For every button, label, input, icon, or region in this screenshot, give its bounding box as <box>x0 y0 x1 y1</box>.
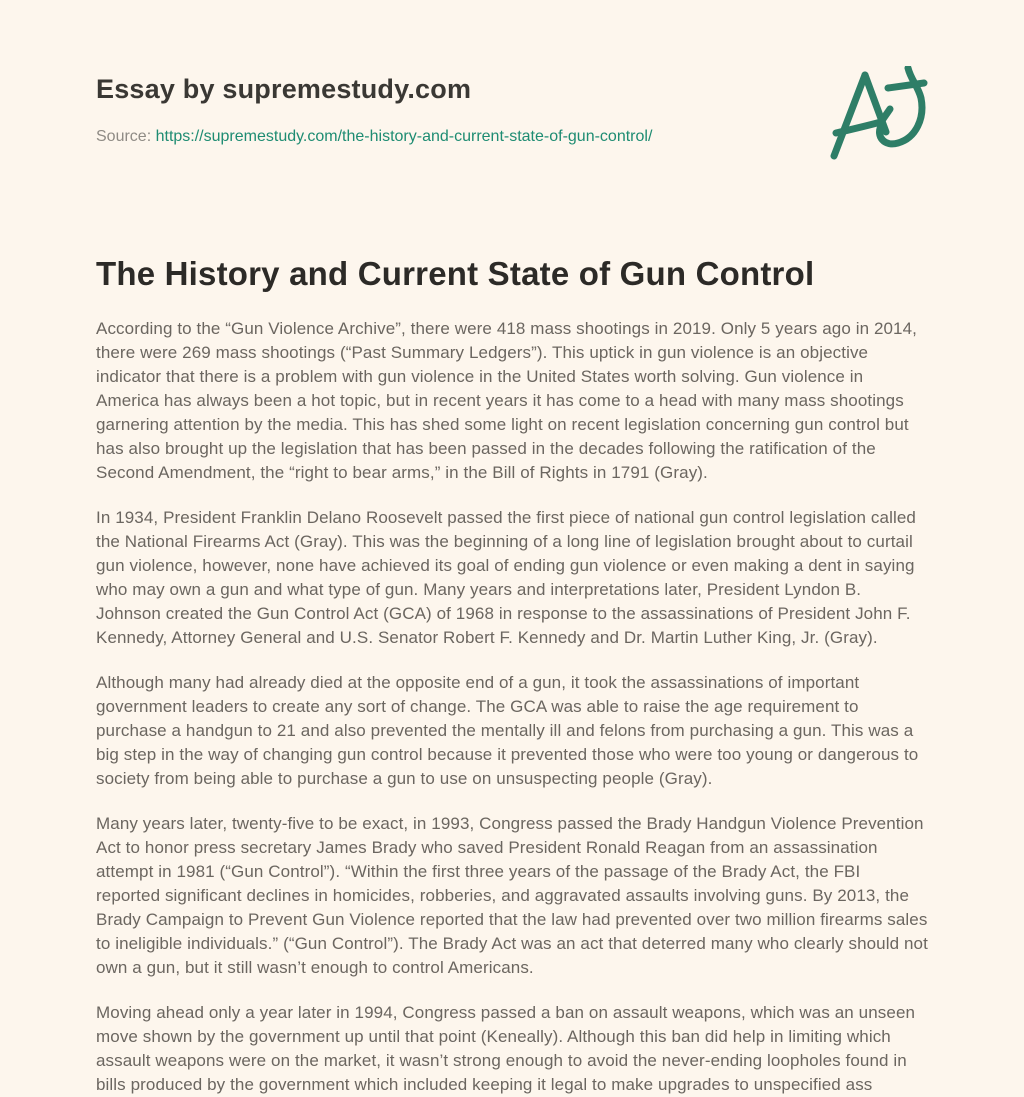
essay-paragraph: According to the “Gun Violence Archive”, there were 418 mass shootings in 2019. Only 5 years ago in 2014, there were 269 mass shootings (“Past Summary Ledgers”). This uptick in gun violence is an objective indicator that there is a problem with gun violence in the United States worth solving. Gun violence in America has always been a hot topic, but in recent years it has come to a head with many mass shootings garnering attention by the media. This has shed some light on recent legislation concerning gun control but has also brought up the legislation that has been passed in the decades following the ratification of the Second Amendment, the “right to bear arms,” in the Bill of Rights in 1791 (Gray). <box>96 319 917 482</box>
brand-logo <box>824 66 936 167</box>
essay-paragraph: Moving ahead only a year later in 1994, Congress passed a ban on assault weapons, which was an unseen move shown by the government up until that point (Keneally). Although this ban did help in limiting which assault weapons were on the market, it wasn’t strong enough to avoid the never-ending loopholes found in bills produced by the government which included keeping it legal to make upgrades to unspecified ass <box>96 1003 916 1094</box>
essay-paragraph: In 1934, President Franklin Delano Roosevelt passed the first piece of national gun control legislation called the National Firearms Act (Gray). This was the beginning of a long line of legislation brought about to curtail gun violence, however, none have achieved its goal of ending gun violence or even making a dent in saying who may own a gun and what type of gun. Many years and interpretations later, President Lyndon B. Johnson created the Gun Control Act (GCA) of 1968 in response to the assassinations of President John F. Kennedy, Attorney General and U.S. Senator Robert F. Kennedy and Dr. Martin Luther King, Jr. (Gray). <box>96 508 916 647</box>
a-plus-icon <box>824 66 936 162</box>
essay-title: The History and Current State of Gun Control <box>96 255 815 292</box>
source-line <box>96 126 652 148</box>
essay-by-heading: Essay by supremestudy.com <box>96 74 472 104</box>
source-link[interactable]: https://supremestudy.com/the-history-and-current-state-of-gun-control/ <box>155 128 653 145</box>
source-label: Source: <box>96 128 152 145</box>
page-header <box>96 72 928 167</box>
essay-paragraph: Many years later, twenty-five to be exact, in 1993, Congress passed the Brady Handgun Violence Prevention Act to honor press secretary James Brady who saved President Ronald Reagan from an assassination attempt in 1981 (“Gun Control”). “Within the first three years of the passage of the Brady Act, the FBI reported significant declines in homicides, robberies, and aggravated assaults involving guns. By 2013, the Brady Campaign to Prevent Gun Violence reported that the law had prevented over two million firearms sales to ineligible individuals.” (“Gun Control”). The Brady Act was an act that deterred many who clearly should not own a gun, but it still wasn’t enough to control Americans. <box>96 814 928 977</box>
essay-body <box>96 317 928 1097</box>
essay-paragraph: Although many had already died at the opposite end of a gun, it took the assassinations of important government leaders to create any sort of change. The GCA was able to raise the age requirement to purchase a handgun to 21 and also prevented the mentally ill and felons from purchasing a gun. This was a big step in the way of changing gun control because it prevented those who were too young or dangerous to society from being able to purchase a gun to use on unsuspecting people (Gray). <box>96 673 919 788</box>
header-text-block <box>96 72 652 148</box>
